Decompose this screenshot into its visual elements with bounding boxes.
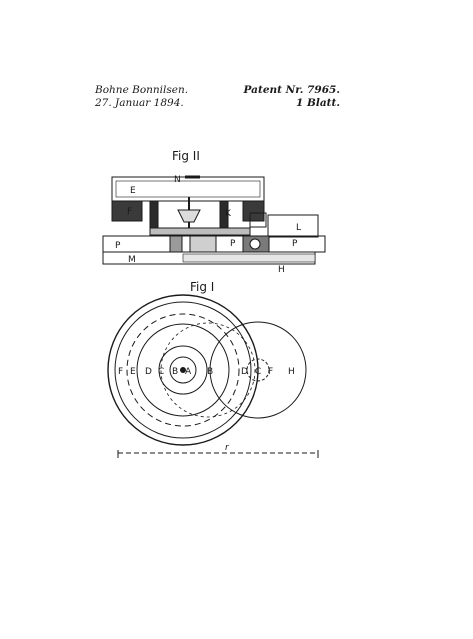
fig2-section: [103, 177, 325, 264]
fig1-label-d: D: [145, 367, 152, 377]
patent-number: Patent Nr. 7965.: [243, 84, 340, 96]
fig1-label-c: C: [158, 367, 165, 377]
fig1-label-h: H: [288, 367, 295, 377]
fig1-label-a: A: [185, 367, 192, 377]
fig2-label-p-right: P: [292, 239, 298, 249]
scale-label: r: [225, 443, 229, 453]
fig2-label-p-mid: P: [230, 239, 236, 249]
scale-line: [118, 450, 318, 458]
patent-date: 27. Januar 1894.: [95, 97, 184, 109]
fig2-label-e: E: [130, 186, 136, 196]
fig1-label-f: F: [118, 367, 124, 377]
fig1-label-b: B: [172, 367, 179, 377]
fig2-label-l: L: [296, 223, 302, 233]
fig1-label-f-right: F: [268, 367, 274, 377]
fig2-label-f: F: [127, 207, 133, 217]
fig1-title: Fig I: [190, 280, 215, 294]
fig1-label-e: E: [130, 367, 136, 377]
fig1-labels: [118, 367, 295, 377]
fig1-label-d-right: D: [241, 367, 248, 377]
fig2-label-k: K: [225, 209, 231, 219]
sheet-count: 1 Blatt.: [296, 97, 340, 109]
fig2-label-n: N: [174, 175, 181, 185]
fig2-label-p-left: P: [115, 241, 121, 251]
fig1-label-c-right: C: [255, 367, 262, 377]
fig1-label-b-right: B: [207, 367, 214, 377]
fig2-label-h: H: [278, 265, 285, 275]
fig2-label-m: M: [128, 255, 136, 265]
fig2-box-l: [268, 215, 318, 237]
fig2-title: Fig II: [172, 149, 200, 163]
inventor-name: Bohne Bonnilsen.: [95, 84, 189, 96]
